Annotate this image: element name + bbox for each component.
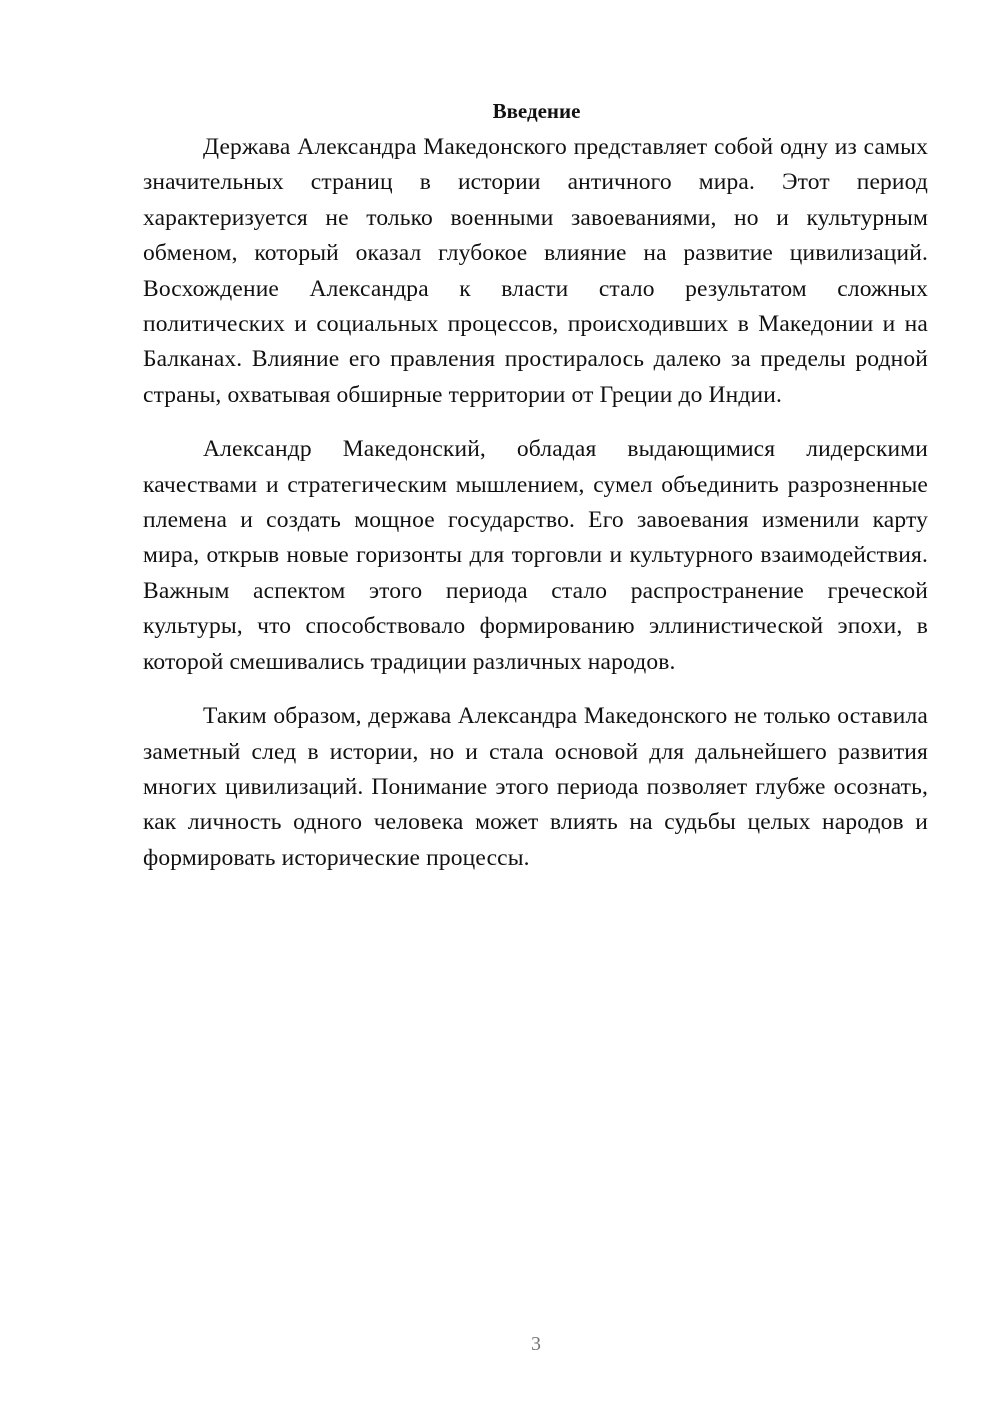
page-number: 3 [531, 1333, 541, 1355]
section-heading: Введение [492, 99, 581, 123]
page-content [143, 96, 928, 876]
paragraph-2: Александр Македонский, обладая выдающимися лидерскими качествами и стратегическим мышлением, сумел объединить разрозненные племена и создать мощное государство. Его завоевания изменили карту мира, открыв новые горизонты для торговли и культурного взаимодействия. Важным аспектом этого периода стало распространение греческой культуры, что способствовало формированию эллинистической эпохи, в которой смешивались традиции различных народов. [143, 436, 928, 675]
paragraph-3: Таким образом, держава Александра Македонского не только оставила заметный след в истории, но и стала основой для дальнейшего развития многих цивилизаций. Понимание этого периода позволяет глубже осознать, как личность одного человека может влиять на судьбы целых народов и формировать исторические процессы. [143, 703, 928, 871]
paragraph-1: Держава Александра Македонского представляет собой одну из самых значительных страниц в истории античного мира. Этот период характеризуется не только военными завоеваниями, но и культурным обменом, который оказал глубокое влияние на развитие цивилизаций. Восхождение Александра к власти стало результатом сложных политических и социальных процессов, происходивших в Македонии и на Балканах. Влияние его правления простиралось далеко за пределы родной страны, охватывая обширные территории от Греции до Индии. [143, 134, 928, 408]
